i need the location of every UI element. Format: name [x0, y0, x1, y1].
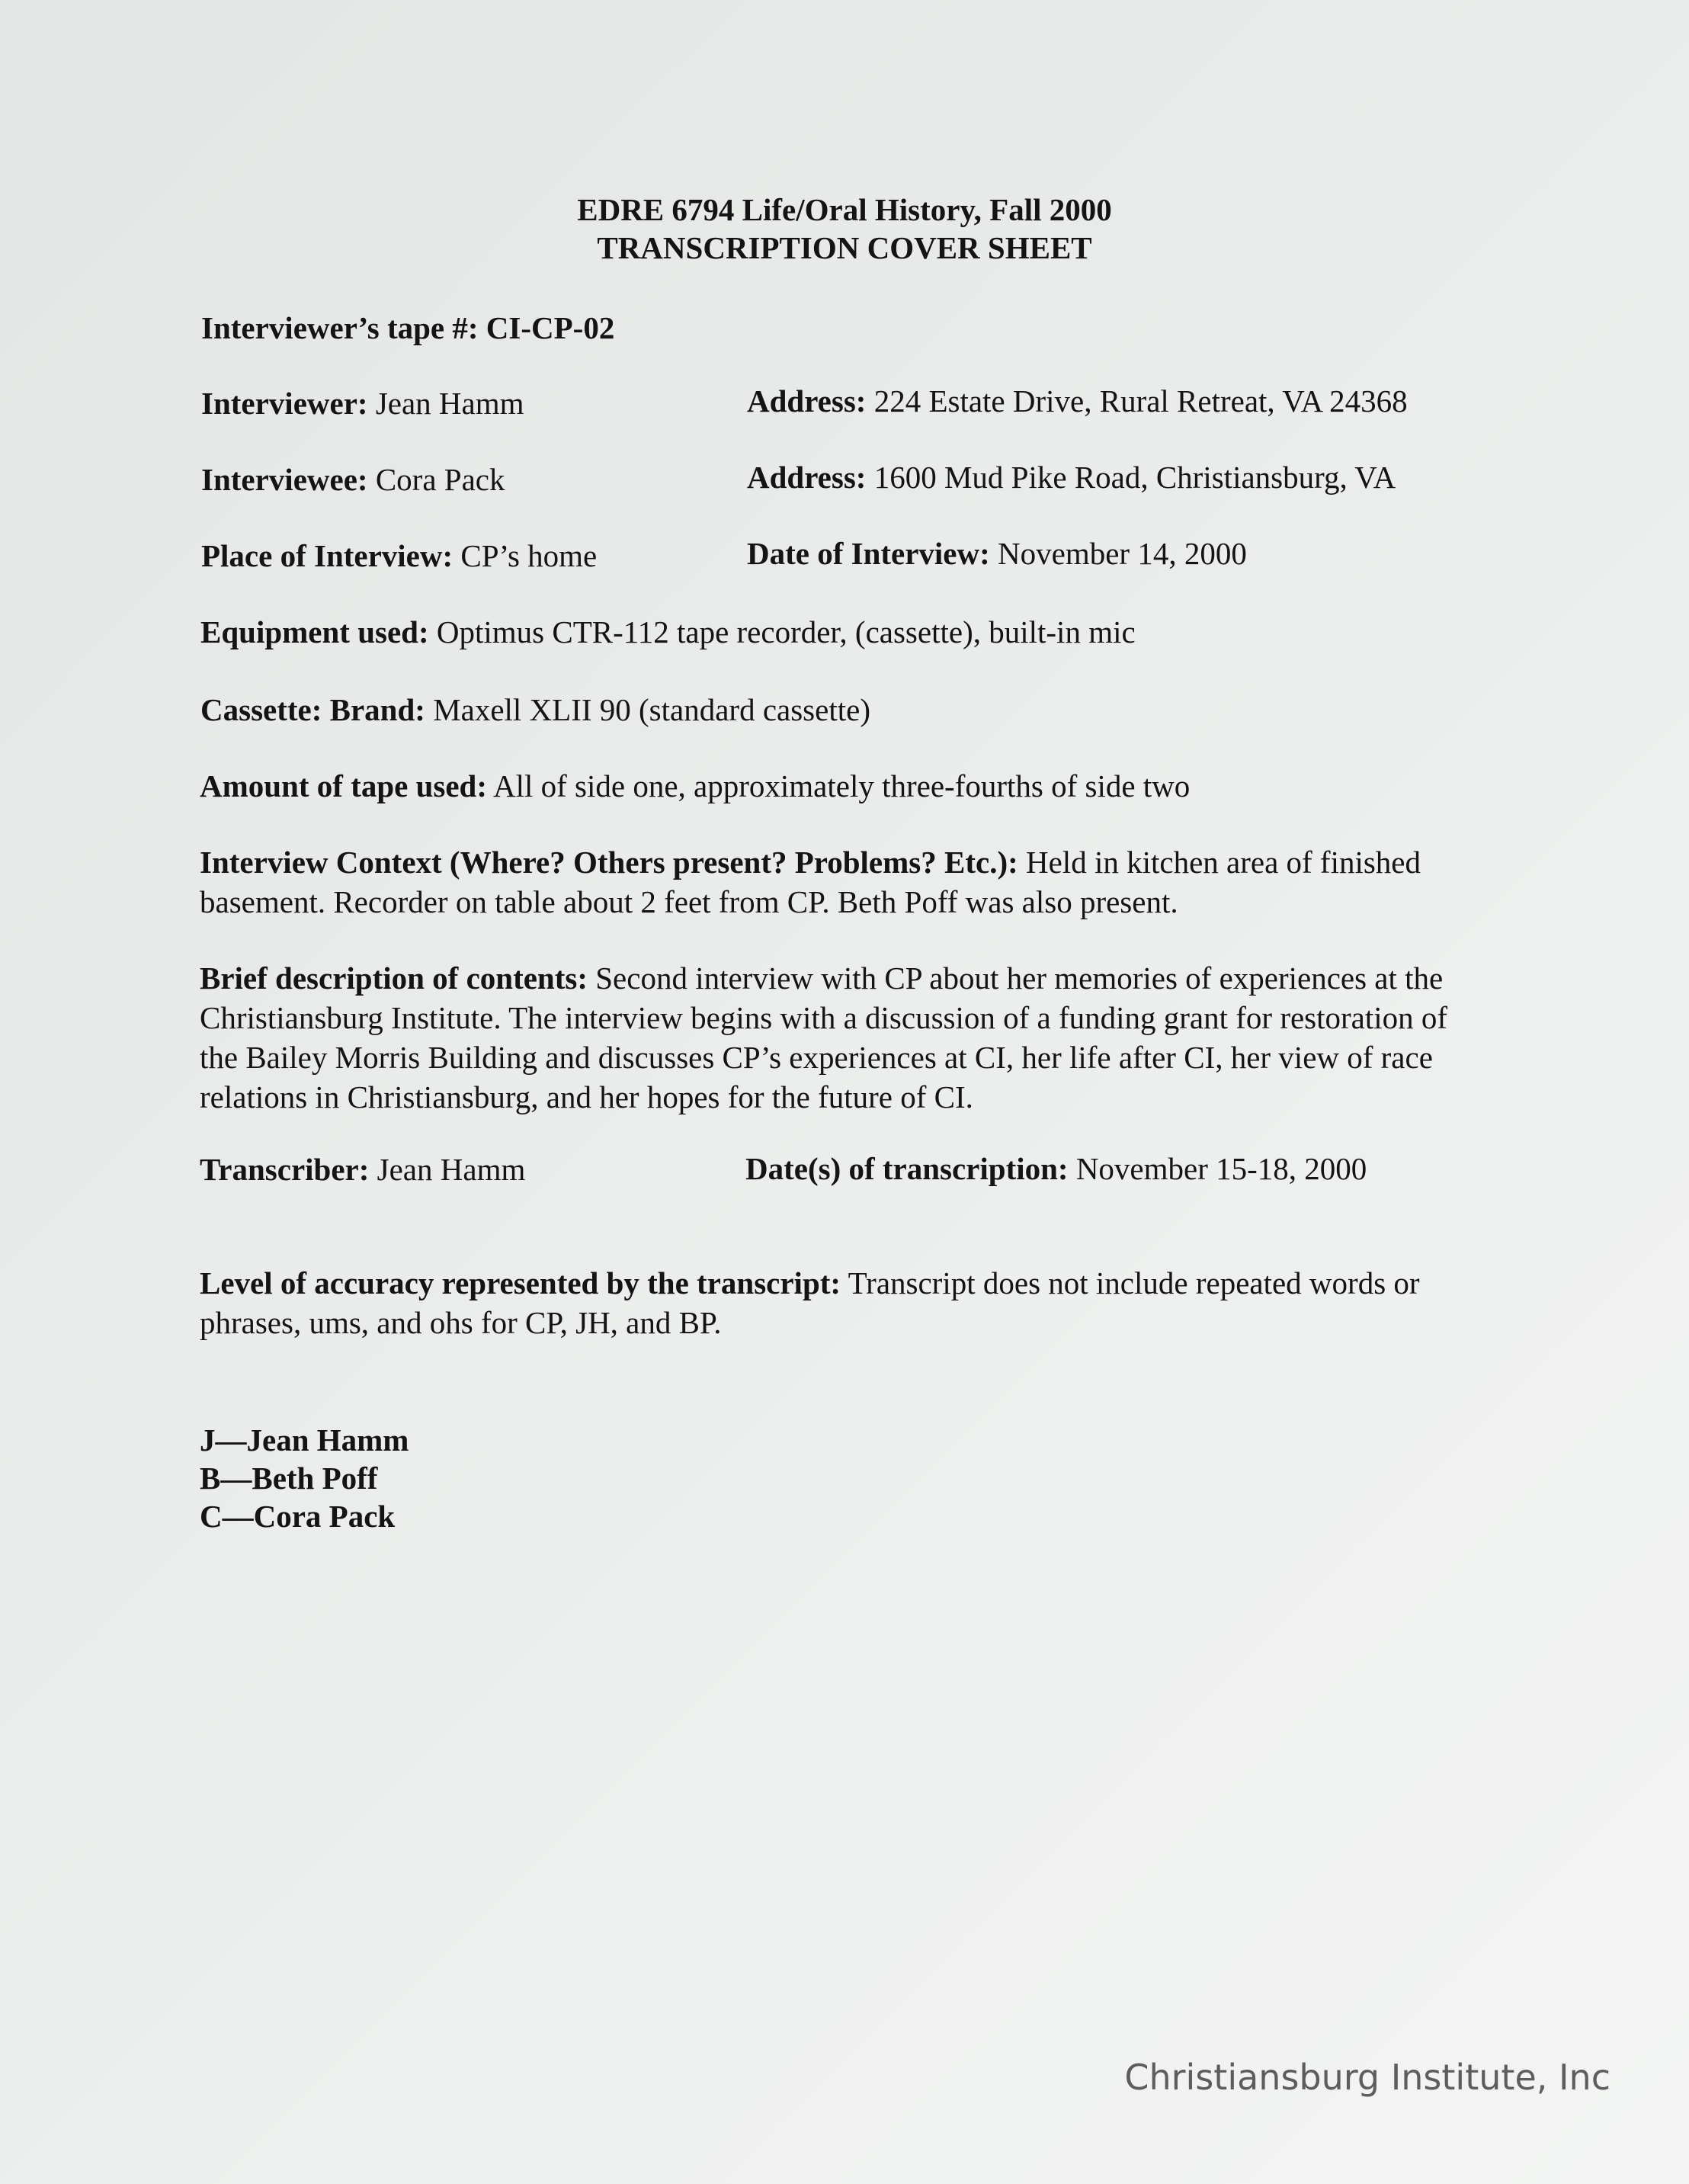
transcriber-row	[200, 1150, 525, 1189]
equipment-row	[200, 612, 1136, 652]
context-label: Interview Context (Where? Others present? Problems? Etc.):	[200, 845, 1018, 880]
transcriber-value: Jean Hamm	[377, 1152, 526, 1187]
tape-amount-row	[200, 766, 1190, 806]
course-title: EDRE 6794 Life/Oral History, Fall 2000	[577, 192, 1112, 227]
interview-date-row	[747, 534, 1247, 573]
equipment-value: Optimus CTR-112 tape recorder, (cassette), built-in mic	[436, 614, 1136, 649]
description-value: Second interview with CP about her memories of experiences at the Christiansburg Institute. The interview begins with a discussion of a funding grant for restoration of the Bailey Morris Building and discusses CP’s experiences at CI, her life after CI, her view of race relations in Christiansburg, and her hopes for the future of CI.	[200, 961, 1448, 1114]
speaker-key-beth: B—Beth Poff	[200, 1461, 378, 1496]
speaker-key-cora: C—Cora Pack	[200, 1499, 396, 1534]
interviewer-address-label: Address:	[747, 383, 867, 419]
transcription-dates-label: Date(s) of transcription:	[745, 1151, 1069, 1186]
place-value: CP’s home	[460, 538, 598, 573]
interviewer-value: Jean Hamm	[375, 386, 524, 421]
accuracy-paragraph	[200, 1263, 1488, 1342]
cassette-row	[200, 690, 870, 730]
interview-date-label: Date of Interview:	[747, 536, 990, 571]
interviewer-row	[201, 383, 524, 423]
cassette-label: Cassette: Brand:	[200, 692, 425, 727]
cassette-value: Maxell XLII 90 (standard cassette)	[433, 692, 870, 727]
tape-amount-label: Amount of tape used:	[200, 768, 487, 803]
context-paragraph	[200, 842, 1450, 922]
transcription-dates-value: November 15-18, 2000	[1075, 1151, 1367, 1186]
interviewer-label: Interviewer:	[201, 386, 368, 421]
transcription-dates-row	[745, 1149, 1367, 1188]
document-title: TRANSCRIPTION COVER SHEET	[597, 230, 1092, 265]
interview-date-value: November 14, 2000	[998, 536, 1247, 571]
tape-number-label: Interviewer’s tape #:	[201, 310, 479, 345]
context-value: Held in kitchen area of finished basement. Recorder on table about 2 feet from CP. Beth Poff was also present.	[200, 845, 1421, 919]
interviewee-address-label: Address:	[747, 460, 867, 495]
accuracy-label: Level of accuracy represented by the transcript:	[200, 1265, 841, 1300]
equipment-label: Equipment used:	[200, 614, 429, 649]
accuracy-value: Transcript does not include repeated words or phrases, ums, and ohs for CP, JH, and BP.	[200, 1265, 1420, 1340]
institute-watermark: Christiansburg Institute, Inc	[1124, 2057, 1610, 2098]
tape-amount-value: All of side one, approximately three-fourths of side two	[493, 768, 1191, 803]
interviewee-row	[201, 460, 505, 499]
place-row	[201, 536, 597, 576]
interviewee-label: Interviewee:	[201, 462, 368, 497]
speaker-key-jean: J—Jean Hamm	[200, 1422, 409, 1458]
transcriber-label: Transcriber:	[200, 1152, 370, 1187]
description-label: Brief description of contents:	[200, 961, 588, 996]
tape-number-row	[201, 308, 614, 348]
interviewee-address-row	[747, 457, 1396, 497]
description-paragraph	[200, 958, 1488, 1117]
tape-number-value: CI-CP-02	[486, 310, 615, 345]
place-label: Place of Interview:	[201, 538, 453, 573]
interviewer-address-row	[747, 381, 1408, 421]
interviewee-address-value: 1600 Mud Pike Road, Christiansburg, VA	[873, 460, 1396, 495]
interviewer-address-value: 224 Estate Drive, Rural Retreat, VA 24368	[873, 383, 1408, 419]
interviewee-value: Cora Pack	[375, 462, 505, 497]
